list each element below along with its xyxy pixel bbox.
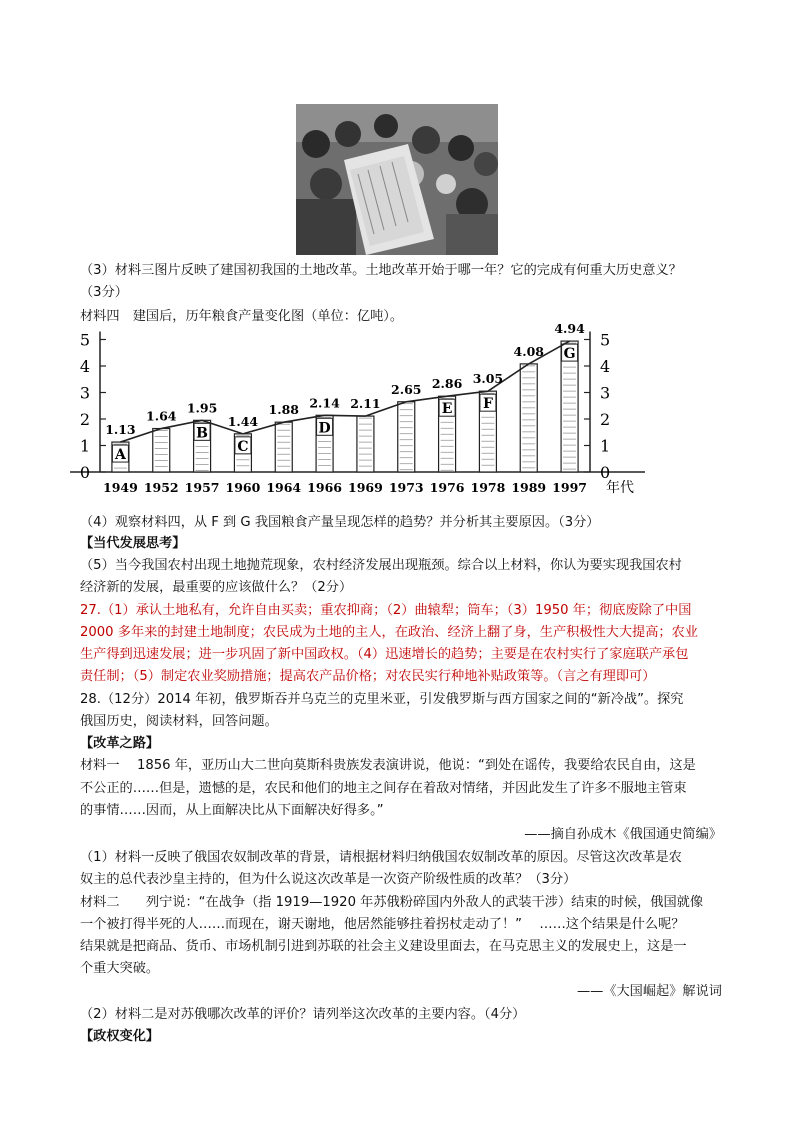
y-tick-label-left: 2 [79, 410, 90, 429]
value-label-1989: 4.08 [513, 343, 544, 359]
y-tick-label-left: 0 [79, 463, 90, 482]
x-tick-label-1976: 1976 [429, 480, 465, 495]
chart-bars [112, 341, 578, 472]
q5-line2: 经济新的发展，最重要的应该做什么？（2分） [80, 580, 353, 595]
answer27-line2: 2000 多年来的封建土地制度；农民成为土地的主人，在政治、经济上翻了身，生产积极性大大提高；农业 [80, 625, 698, 640]
q3-line2: （3分） [80, 285, 128, 300]
bar-1952 [153, 429, 170, 472]
section-gaige: 【改革之路】 [80, 736, 160, 751]
value-label-1964: 1.88 [268, 402, 299, 418]
x-tick-label-1949: 1949 [103, 480, 138, 495]
answer27-line1: 27.（1）承认土地私有，允许自由买卖；重农抑商；（2）曲辕犁；筒车；（3）1950 年；彻底废除了中国 [80, 603, 692, 618]
bar-letter-E: E [441, 401, 453, 418]
bar-letter-D: D [318, 420, 331, 437]
material1-source: ——摘自孙成木《俄国通史简编》 [524, 827, 722, 842]
y-tick-label-right: 2 [600, 410, 611, 429]
x-tick-label-1952: 1952 [143, 480, 179, 495]
y-tick-label-left: 3 [79, 383, 90, 403]
bar-letter-G: G [563, 346, 576, 363]
bar-1969 [357, 416, 374, 472]
x-tick-label-1964: 1964 [266, 480, 302, 495]
y-tick-label-right: 0 [600, 463, 611, 482]
bar-1973 [398, 402, 415, 472]
material2-line4: 个重大突破。 [80, 961, 160, 976]
value-label-1966: 2.14 [309, 395, 340, 411]
section-dangdai: 【当代发展思考】 [80, 536, 186, 551]
value-label-1997: 4.94 [554, 321, 585, 337]
x-tick-label-1969: 1969 [348, 480, 383, 495]
value-label-1969: 2.11 [350, 396, 381, 412]
y-tick-label-right: 1 [600, 436, 611, 456]
y-tick-label-right: 3 [600, 383, 611, 403]
value-label-1976: 2.86 [431, 376, 463, 392]
material4-title: 材料四 建国后，历年粮食产量变化图（单位：亿吨）。 [80, 309, 404, 324]
y-tick-label-left: 1 [79, 436, 90, 456]
value-label-1973: 2.65 [391, 381, 422, 397]
x-tick-label-1966: 1966 [307, 480, 342, 495]
y-tick-label-left: 4 [79, 357, 90, 376]
bar-letter-B: B [196, 425, 209, 442]
value-label-1949: 1.13 [105, 422, 136, 438]
material1-line1: 材料一 1856 年，亚历山大二世向莫斯科贵族发表演讲说，他说：“到处在谣传，我要给农民自由，这是 [80, 758, 696, 773]
y-tick-label-right: 4 [600, 357, 611, 376]
material2-source: ——《大国崛起》解说词 [576, 984, 722, 999]
x-axis-label: 年代 [606, 480, 634, 496]
x-tick-label-1973: 1973 [388, 480, 424, 495]
q28-1-line2: 奴主的总代表沙皇主持的，但为什么说这次改革是一次资产阶级性质的改革？（3分） [80, 872, 577, 887]
q28-intro: 28.（12分）2014 年初，俄罗斯吞并乌克兰的克里米亚，引发俄罗斯与西方国家之间的“新冷战”。探究 [80, 692, 684, 707]
material2-line3: 结果就是把商品、货币、市场机制引进到苏联的社会主义建设里面去，在马克思主义的发展史上，这是一 [80, 939, 687, 954]
q28-intro2: 俄国历史，阅读材料，回答问题。 [80, 714, 278, 729]
y-tick-label-left: 5 [79, 330, 90, 350]
value-label-1960: 1.44 [227, 413, 259, 429]
x-tick-label-1978: 1978 [470, 480, 506, 495]
x-tick-label-1989: 1989 [511, 480, 547, 495]
value-label-1957: 1.95 [186, 400, 218, 416]
material2-line2: 一个被打得半死的人……而现在，谢天谢地，他居然能够拄着拐杖走动了！” ……这个结果是什么呢？ [80, 917, 685, 932]
value-label-1952: 1.64 [146, 408, 177, 424]
trend-line [120, 341, 569, 442]
q4-text: （4）观察材料四，从 F 到 G 我国粮食产量呈现怎样的趋势？并分析其主要原因。（3分） [80, 515, 600, 530]
grain-output-chart [70, 321, 660, 505]
q28-2-text: （2）材料二是对苏俄哪次改革的评价？请列举这次改革的主要内容。（4分） [80, 1007, 526, 1022]
answer27-line3: 生产得到迅速发展；进一步巩固了新中国政权。（4）迅速增长的趋势；主要是在农村实行了家庭联产承包 [80, 647, 689, 662]
section-zhengquan: 【政权变化】 [80, 1029, 160, 1044]
bar-letter-F: F [482, 396, 493, 413]
material2-line1: 材料二 列宁说：“在战争（指 1919—1920 年苏俄粉碎国内外敌人的武装干涉）结束的时候，俄国就像 [80, 895, 704, 910]
land-reform-photo [296, 104, 498, 255]
q28-1-line1: （1）材料一反映了俄国农奴制改革的背景，请根据材料归纳俄国农奴制改革的原因。尽管这次改革是农 [80, 850, 682, 865]
q5-line1: （5）当今我国农村出现土地抛荒现象，农村经济发展出现瓶颈。综合以上材料，你认为要实现我国农村 [80, 558, 682, 573]
bar-letter-C: C [237, 438, 249, 455]
x-tick-label-1960: 1960 [225, 480, 261, 495]
y-tick-label-right: 5 [600, 330, 611, 350]
x-tick-label-1957: 1957 [184, 480, 220, 495]
answer27-line4: 责任制；（5）制定农业奖励措施；提高农产品价格；对农民实行种地补贴政策等。（言之有理即可） [80, 669, 656, 684]
material1-line2: 不公正的……但是，遗憾的是，农民和他们的地主之间存在着敌对情绪，并因此发生了许多不服地主管束 [80, 781, 687, 796]
x-tick-label-1997: 1997 [552, 480, 587, 495]
bar-1964 [275, 422, 292, 472]
material1-line3: 的事情……因而，从上面解决比从下面解决好得多。” [80, 803, 384, 818]
q3-line1: （3）材料三图片反映了建国初我国的土地改革。土地改革开始于哪一年？它的完成有何重大历史意义？ [80, 263, 682, 278]
value-label-1978: 3.05 [472, 371, 504, 387]
bar-letter-A: A [114, 447, 126, 464]
